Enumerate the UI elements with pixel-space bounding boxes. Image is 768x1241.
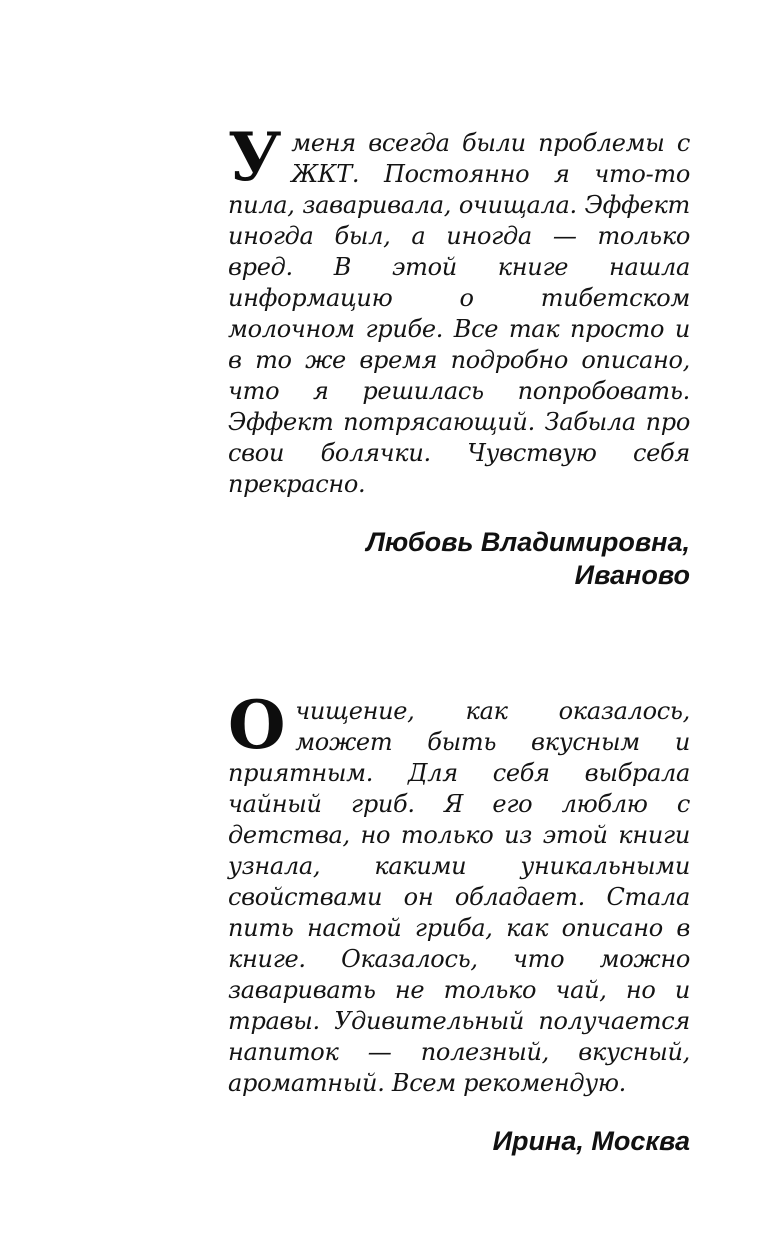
drop-cap-letter: О (228, 686, 286, 764)
testimonial-block-1 (228, 118, 690, 592)
testimonial-block-2 (228, 686, 690, 1158)
signature-line-name: Любовь Владимировна, (366, 527, 690, 557)
testimonial-2-signature (228, 1125, 690, 1158)
testimonial-2-text: чищение, как оказалось, может быть вкусным и приятным. Для себя выбрала чайный гриб. Я его люблю с детства, но только из этой книги узнала, какими уникальными свойствами он обладает. Стала пить настой гриба, как описано в книге. Оказалось, что можно заваривать не только чай, но и травы. Удивительный получается напиток — полезный, вкусный, ароматный. Всем рекомендую. (228, 697, 690, 1097)
signature-line-city: Иваново (574, 560, 690, 590)
testimonial-2-paragraph (228, 686, 690, 1099)
drop-cap-letter: У (228, 118, 282, 196)
signature-line-name-city: Ирина, Москва (492, 1126, 690, 1156)
testimonial-1-signature (228, 526, 690, 592)
testimonial-1-text: меня всегда были проблемы с ЖКТ. Постоянно я что-то пила, заваривала, очищала. Эффект иногда был, а иногда — только вред. В этой книге нашла информацию о тибетском молочном грибе. Все так просто и в то же время подробно описано, что я решилась попробовать. Эффект потрясающий. Забыла про свои болячки. Чувствую себя прекрасно. (228, 129, 690, 498)
testimonial-1-paragraph (228, 118, 690, 500)
text-column (228, 118, 690, 1158)
